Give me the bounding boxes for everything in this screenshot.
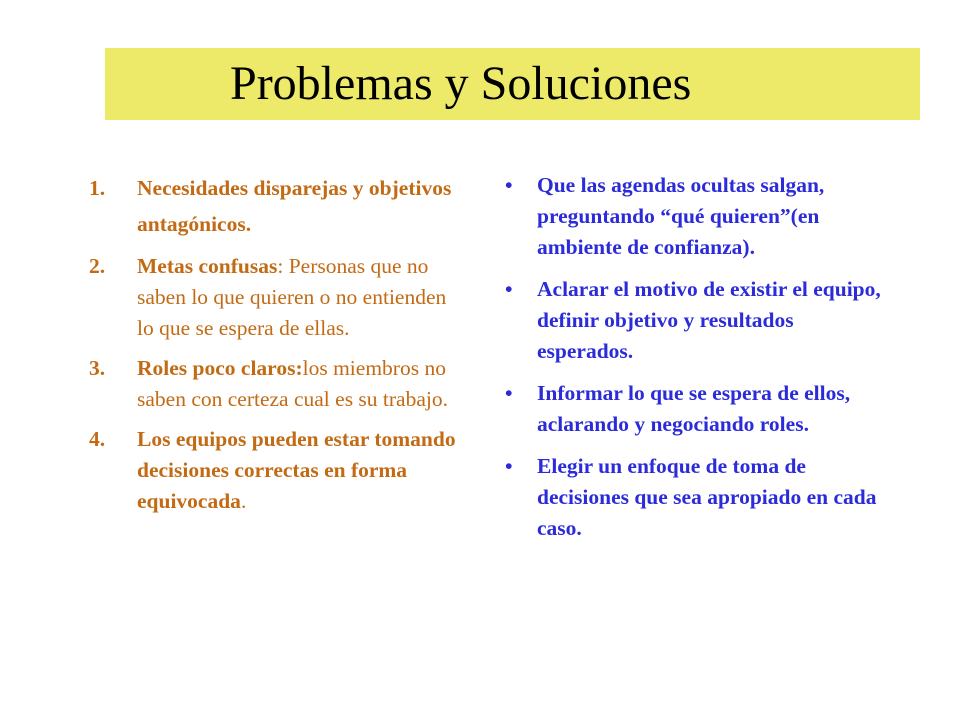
problem-item-1 — [89, 170, 461, 242]
bullet-icon: • — [505, 454, 513, 478]
problem-detail: . — [240, 489, 247, 513]
problem-number: 4. — [89, 427, 106, 451]
solutions-list — [505, 170, 885, 555]
problem-number: 2. — [89, 254, 106, 278]
bullet-icon: • — [505, 173, 513, 197]
problems-list — [89, 170, 461, 526]
problem-item-3 — [89, 353, 461, 415]
solution-item-3 — [505, 378, 885, 440]
solution-text: Elegir un enfoque de toma de decisiones que sea apropiado en cada caso. — [537, 454, 877, 540]
solution-text: Que las agendas ocultas salgan, preguntando “qué quieren”(en ambiente de confianza). — [537, 173, 825, 259]
solution-item-2 — [505, 274, 885, 367]
problem-number: 3. — [89, 356, 106, 380]
bullet-icon: • — [505, 277, 513, 301]
solution-item-4 — [505, 451, 885, 544]
solution-text: Aclarar el motivo de existir el equipo, definir objetivo y resultados esperados. — [537, 277, 881, 363]
problem-number: 1. — [89, 176, 106, 200]
solution-item-1 — [505, 170, 885, 263]
problem-item-2 — [89, 251, 461, 344]
problem-heading: Roles poco claros: — [137, 356, 303, 380]
problem-heading: Necesidades disparejas y objetivos antagónicos. — [137, 176, 452, 236]
bullet-icon: • — [505, 381, 513, 405]
solution-text: Informar lo que se espera de ellos, aclarando y negociando roles. — [537, 381, 851, 436]
problem-item-4 — [89, 424, 461, 517]
slide-title: Problemas y Soluciones — [230, 57, 692, 110]
problem-heading: Los equipos pueden estar tomando decisiones correctas en forma equivocada — [137, 427, 456, 513]
problem-detail: : Personas que no saben lo que quieren o no entienden lo que se espera de ellas. — [137, 254, 447, 340]
problem-detail: los miembros no saben con certeza cual es su trabajo. — [137, 356, 448, 411]
problem-heading: Metas confusas — [137, 254, 278, 278]
title-bar — [105, 48, 920, 120]
